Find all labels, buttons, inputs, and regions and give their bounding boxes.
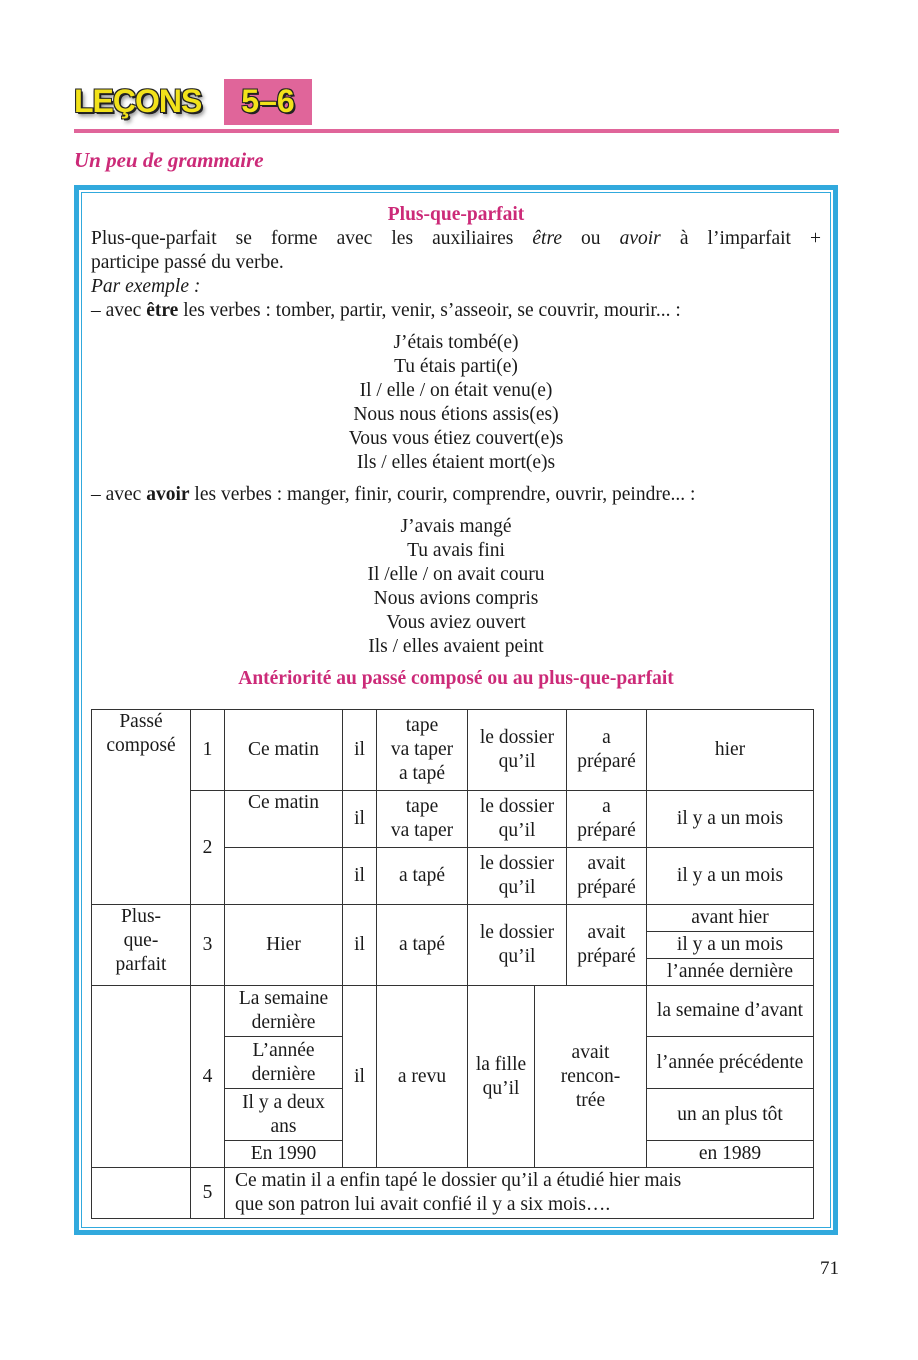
verb-form: va taper (390, 739, 454, 760)
time-cell: la semaine d’avant (647, 986, 814, 1037)
when-text: ans (270, 1115, 297, 1137)
object-text: qu’il (498, 820, 536, 841)
time-cell: il y a un mois (647, 791, 814, 848)
intro-ou: ou (561, 228, 620, 249)
table-row (92, 791, 814, 848)
aux-text: préparé (577, 820, 636, 841)
when-cell: Hier (225, 905, 343, 986)
avoir-verbs: les verbes : manger, finir, courir, comprendre, ouvrir, peindre... : (189, 484, 696, 505)
when-cell: Ce matin (225, 710, 343, 791)
object-cell (468, 986, 535, 1168)
time-cell: il y a un mois (647, 848, 814, 905)
object-text: qu’il (498, 877, 536, 898)
time-cell: un an plus tôt (647, 1089, 814, 1141)
when-cell (225, 986, 343, 1037)
verb-cell (377, 710, 468, 791)
aux-text: a (602, 796, 611, 817)
object-text: qu’il (498, 751, 536, 772)
intro-line-2: participe passé du verbe. (91, 252, 284, 273)
verb-cell: a tapé (377, 848, 468, 905)
etre-conjugation (91, 331, 821, 475)
verb-form: tape (405, 715, 439, 736)
object-text: le dossier (479, 922, 555, 943)
tense-cell-continued (92, 986, 191, 1168)
lesson-numbers: 5–6 (241, 83, 295, 119)
conjugation-line: Nous nous étions assis(es) (353, 404, 559, 425)
aux-cell (567, 848, 647, 905)
avoir-conjugation (91, 515, 821, 659)
verb-cell: a tapé (377, 905, 468, 986)
aux-text: avait (587, 922, 626, 943)
aux-text: rencon- (560, 1065, 621, 1087)
conjugation-line: Tu étais parti(e) (394, 356, 518, 377)
aux-text: préparé (577, 877, 636, 898)
avoir-prefix: – avec (91, 484, 147, 505)
intro-text-end: à l’imparfait + (660, 228, 821, 249)
object-cell (468, 710, 567, 791)
aux-text: trée (575, 1089, 606, 1111)
table-row (92, 1168, 814, 1219)
table-row (92, 905, 814, 932)
intro-avoir: avoir (619, 228, 661, 249)
lessons-label: LEÇONS (74, 83, 202, 119)
aux-cell (567, 905, 647, 986)
aux-text: préparé (577, 751, 636, 772)
etre-verbs: les verbes : tomber, partir, venir, s’asseoir, se couvrir, mourir... : (178, 300, 681, 321)
row-number: 4 (191, 986, 225, 1168)
example-label-text: Par exemple : (91, 276, 201, 297)
time-cell: hier (647, 710, 814, 791)
anteriority-table (91, 709, 814, 1219)
conjugation-line: J’avais mangé (400, 516, 512, 537)
conjugation-line: Vous aviez ouvert (386, 612, 526, 633)
subject-cell: il (343, 791, 377, 848)
when-text: La semaine (238, 988, 329, 1009)
tense-label: que- (123, 930, 159, 951)
table-row (92, 986, 814, 1037)
summary-line: que son patron lui avait confié il y a six mois…. (235, 1194, 611, 1215)
conjugation-line: Il / elle / on était venu(e) (359, 380, 553, 401)
tense-cell-plus-que-parfait (92, 905, 191, 986)
tense-label: Passé (119, 711, 163, 732)
page-number: 71 (820, 1258, 839, 1279)
etre-word: être (146, 300, 179, 321)
verb-form: va taper (390, 820, 454, 841)
object-text: le dossier (479, 727, 555, 748)
header-rule (74, 129, 839, 133)
lesson-number-badge (224, 79, 312, 125)
aux-cell (567, 710, 647, 791)
tense-label: composé (106, 735, 176, 756)
tense-cell-empty (92, 1168, 191, 1219)
object-text: qu’il (498, 946, 536, 967)
verb-form: tape (405, 796, 439, 817)
etre-rule (91, 299, 821, 323)
table-title: Antériorité au passé composé ou au plus-que-parfait (238, 668, 674, 689)
etre-prefix: – avec (91, 300, 147, 321)
aux-text: avait (587, 853, 626, 874)
row-number: 5 (191, 1168, 225, 1219)
aux-text: avait (571, 1041, 610, 1063)
when-text: Il y a deux (242, 1091, 325, 1113)
verb-form: a tapé (398, 763, 445, 784)
intro-etre: être (532, 228, 562, 249)
tense-label: Plus- (120, 906, 162, 927)
when-text: dernière (251, 1012, 316, 1033)
when-cell (225, 1037, 343, 1089)
row-number: 2 (191, 791, 225, 905)
time-cell: l’année précédente (647, 1037, 814, 1089)
time-cell: avant hier (647, 905, 814, 932)
when-cell: Ce matin (225, 791, 343, 848)
subject-cell: il (343, 848, 377, 905)
table-row (92, 710, 814, 791)
summary-line: Ce matin il a enfin tapé le dossier qu’il a étudié hier mais (235, 1170, 682, 1191)
aux-cell (567, 791, 647, 848)
conjugation-line: Nous avions compris (373, 588, 539, 609)
object-text: le dossier (479, 796, 555, 817)
when-cell (225, 1089, 343, 1141)
conjugation-line: Tu avais fini (407, 540, 505, 561)
when-text: L’année (252, 1039, 315, 1061)
section-title: Un peu de grammaire (74, 148, 264, 172)
object-text: la fille (475, 1053, 527, 1075)
tense-cell-passe-compose (92, 710, 191, 905)
conjugation-line: Vous vous étiez couvert(e)s (348, 428, 564, 449)
object-cell (468, 905, 567, 986)
conjugation-line: J’étais tombé(e) (393, 332, 519, 353)
conjugation-line: Ils / elles étaient mort(e)s (356, 452, 556, 473)
object-cell (468, 848, 567, 905)
when-cell: En 1990 (225, 1141, 343, 1168)
subject-cell: il (343, 986, 377, 1168)
time-cell: l’année dernière (647, 959, 814, 986)
time-cell: en 1989 (647, 1141, 814, 1168)
time-cell: il y a un mois (647, 932, 814, 959)
when-text: dernière (251, 1063, 316, 1085)
subject-cell: il (343, 710, 377, 791)
aux-text: a (602, 727, 611, 748)
avoir-word: avoir (146, 484, 190, 505)
intro-line-1 (91, 227, 821, 251)
verb-cell: a revu (377, 986, 468, 1168)
aux-cell (535, 986, 647, 1168)
example-label (91, 275, 821, 299)
object-text: qu’il (482, 1077, 520, 1099)
verb-cell (377, 791, 468, 848)
conjugation-line: Ils / elles avaient peint (368, 636, 544, 657)
object-cell (468, 791, 567, 848)
intro-text: Plus-que-parfait se forme avec les auxiliaires (91, 228, 533, 249)
row-number: 3 (191, 905, 225, 986)
tense-label: parfait (115, 954, 167, 975)
object-text: le dossier (479, 853, 555, 874)
conjugation-line: Il /elle / on avait couru (367, 564, 545, 585)
summary-sentence (225, 1168, 814, 1219)
row-number: 1 (191, 710, 225, 791)
aux-text: préparé (577, 946, 636, 967)
grammar-box (91, 203, 821, 691)
avoir-rule (91, 483, 821, 507)
box-title: Plus-que-parfait (387, 204, 525, 225)
when-cell-empty (225, 848, 343, 905)
subject-cell: il (343, 905, 377, 986)
